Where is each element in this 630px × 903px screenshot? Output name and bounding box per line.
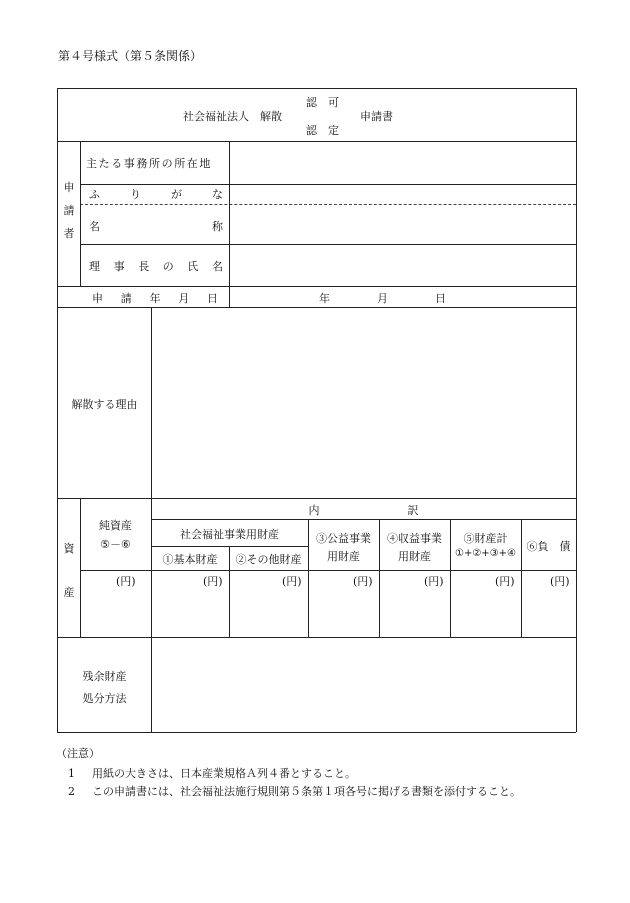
- title-option-approval: 認 可: [306, 96, 339, 109]
- unit-net-assets: (円): [116, 575, 136, 588]
- assets-group-label-1: 資: [63, 542, 75, 555]
- form-number: 第４号様式（第５条関係）: [58, 49, 203, 63]
- basic-assets-field[interactable]: [151, 570, 229, 637]
- unit-public-interest: (円): [353, 575, 373, 588]
- other-assets-header: ②その他財産: [235, 553, 302, 566]
- public-interest-assets-field[interactable]: [308, 570, 379, 637]
- other-assets-field[interactable]: [229, 570, 308, 637]
- basic-assets-header: ①基本財産: [162, 553, 218, 566]
- name-field[interactable]: [229, 204, 576, 244]
- social-welfare-assets-header: 社会福祉事業用財産: [180, 528, 279, 541]
- date-month-label: 月: [377, 292, 388, 305]
- date-day-label: 日: [435, 292, 446, 305]
- furigana-label: ふ り が な: [89, 188, 223, 201]
- title-suffix: 申請書: [360, 110, 393, 123]
- note-item: 1 用紙の大きさは、日本産業規格Ａ列４番とすること。: [68, 767, 356, 780]
- applicant-group-label: 申 請 者: [63, 181, 75, 240]
- director-name-field[interactable]: [229, 244, 576, 286]
- unit-basic-assets: (円): [203, 575, 223, 588]
- date-year-label: 年: [319, 292, 330, 305]
- residual-disposal-label: 残余財産 処分方法: [82, 670, 127, 705]
- revenue-assets-header: ④収益事業 用財産: [387, 532, 442, 563]
- total-assets-header: ⑤財産計 ①+②+③+④: [455, 532, 516, 559]
- total-assets-field[interactable]: [450, 570, 521, 637]
- unit-other-assets: (円): [282, 575, 302, 588]
- revenue-assets-field[interactable]: [379, 570, 450, 637]
- liabilities-field[interactable]: [521, 570, 576, 637]
- application-date-label: 申 請 年 月 日: [92, 292, 218, 305]
- unit-revenue: (円): [424, 575, 444, 588]
- director-name-label: 理 事 長 の 氏 名: [89, 260, 223, 273]
- notes-heading: （注意）: [56, 747, 100, 760]
- breakdown-header: 内 訳: [308, 504, 419, 517]
- office-address-label: 主たる事務所の所在地: [86, 157, 212, 170]
- dissolution-reason-label: 解散する理由: [71, 398, 138, 411]
- note-item: 2 この申請書には、社会福祉法施行規則第５条第１項各号に掲げる書類を添付すること。: [68, 785, 521, 798]
- liabilities-header: ⑥負 債: [526, 540, 571, 553]
- assets-group-label-2: 産: [63, 586, 75, 599]
- residual-disposal-field[interactable]: [151, 637, 576, 732]
- net-assets-field[interactable]: [80, 570, 151, 637]
- name-label: 名 称: [89, 220, 223, 233]
- public-interest-assets-header: ③公益事業 用財産: [316, 532, 371, 563]
- title-prefix: 社会福祉法人 解散: [183, 110, 282, 123]
- net-assets-label: 純資産: [99, 519, 132, 532]
- unit-total: (円): [495, 575, 515, 588]
- office-address-field[interactable]: [229, 141, 576, 184]
- unit-liabilities: (円): [550, 575, 570, 588]
- title-option-certification: 認 定: [306, 124, 339, 137]
- net-assets-formula: ⑤－⑥: [100, 538, 131, 551]
- application-date-field[interactable]: [229, 286, 576, 307]
- dissolution-reason-field[interactable]: [151, 307, 576, 498]
- furigana-field[interactable]: [229, 184, 576, 204]
